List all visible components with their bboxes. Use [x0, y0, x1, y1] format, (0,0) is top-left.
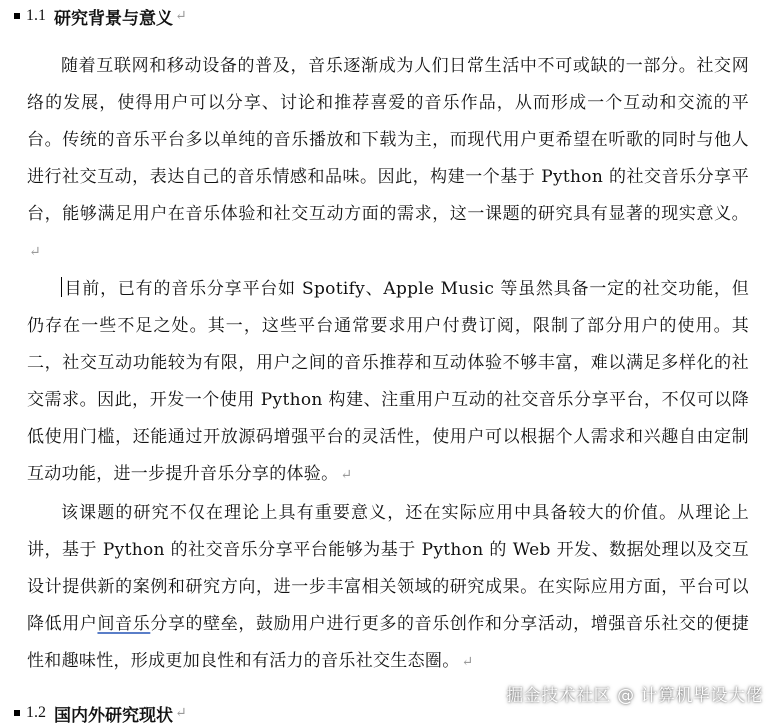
text-cursor [61, 277, 62, 297]
heading-title: 国内外研究现状 [54, 705, 173, 726]
heading-number: 1.1 [26, 7, 46, 24]
heading-bullet-icon [14, 710, 20, 716]
heading-number: 1.2 [26, 704, 46, 721]
paragraph-text: 目前，已有的音乐分享平台如 Spotify、Apple Music 等虽然具备一定的社交功能，但仍存在一些不足之处。其一，这些平台通常要求用户付费订阅，限制了部分用户的使用。其二，社交互动功能较为有限，用户之间的音乐推荐和互动体验不够丰富，难以满足多样化的社交需求。因此，开发一个使用 Python 构建、注重用户互动的社交音乐分享平台，不仅可以降低使用门槛，还能通过开放源码增强平台的灵活性，使用户可以根据个人需求和兴趣自由定制互动功能，进一步提升音乐分享的体验。 [27, 279, 749, 484]
paragraph-background [27, 48, 749, 271]
paragraph-mark-icon: ↵ [175, 705, 187, 721]
paragraph-mark-icon: ↵ [175, 8, 187, 24]
paragraph-text: 随着互联网和移动设备的普及，音乐逐渐成为人们日常生活中不可或缺的一部分。社交网络的发展，使得用户可以分享、讨论和推荐喜爱的音乐作品，从而形成一个互动和交流的平台。传统的音乐平台多以单纯的音乐播放和下载为主，而现代用户更希望在听歌的同时与他人进行社交互动，表达自己的音乐情感和品味。因此，构建一个基于 Python 的社交音乐分享平台，能够满足用户在音乐体验和社交互动方面的需求，这一课题的研究具有显著的现实意义。 [27, 56, 749, 224]
paragraph-mark-icon: ↵ [29, 244, 42, 260]
section-heading-1-1 [14, 3, 187, 29]
paragraph-text-before: 该课题的研究不仅在理论上具有重要意义，还在实际应用中具备较大的价值。从理论上讲，基于 Python 的社交音乐分享平台能够为基于 Python 的 Web 开发、数据处理以及交互设计提供新的案例和研究方向，进一步丰富相关领域的研究成果。在实际应用方面，平台可以降低用户 [27, 503, 749, 634]
heading-bullet-icon [14, 13, 20, 19]
paragraph-text-after: 分享的壁垒，鼓励用户进行更多的音乐创作和分享活动，增强音乐社交的便捷性和趣味性，形成更加良性和有活力的音乐社交生态圈。 [27, 614, 749, 671]
paragraph-mark-icon: ↵ [461, 654, 474, 670]
paragraph-significance [27, 495, 749, 681]
section-heading-1-2 [14, 700, 187, 726]
watermark: 掘金技术社区 @ 计算机毕设大佬 [506, 686, 763, 706]
paragraph-current-platforms [27, 271, 749, 494]
spellcheck-underlined-word[interactable]: 间音乐 [97, 614, 151, 634]
paragraph-mark-icon: ↵ [340, 467, 353, 483]
heading-title: 研究背景与意义 [54, 8, 173, 29]
